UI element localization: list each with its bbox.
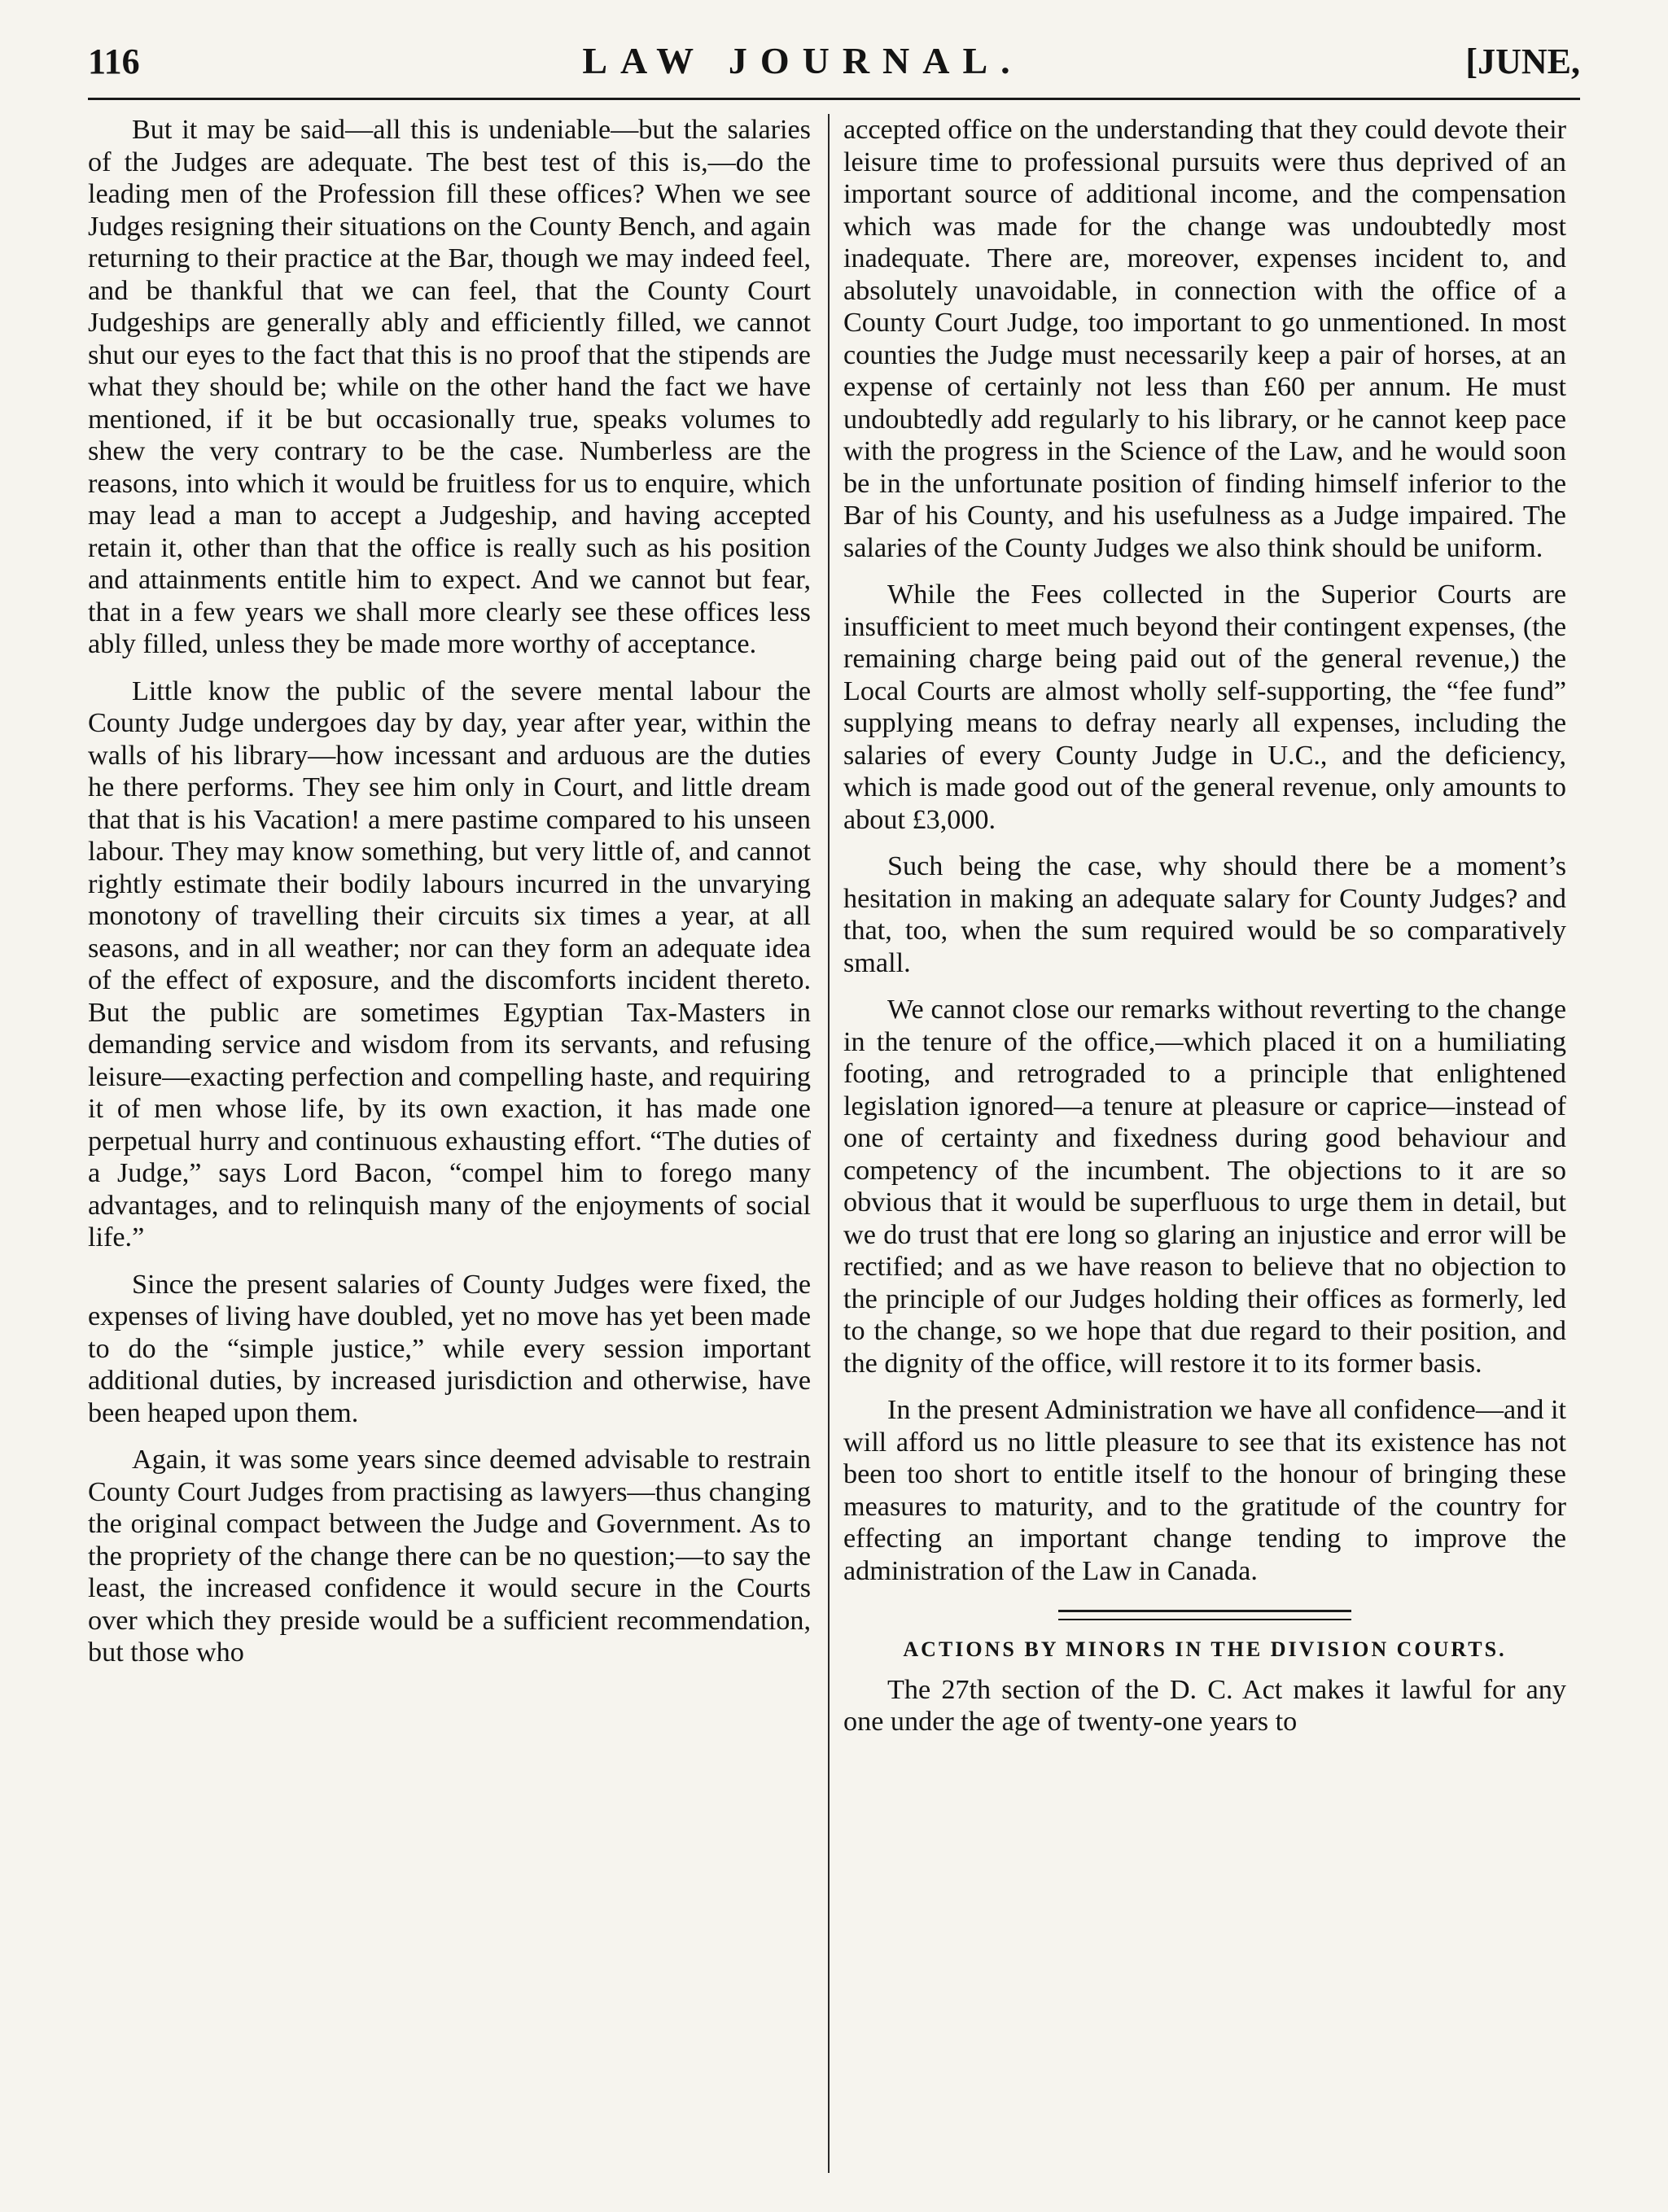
paragraph: The 27th section of the D. C. Act makes it lawful for any one under the age of twenty-one years to [843,1674,1566,1737]
paragraph: Such being the case, why should there be a moment’s hesitation in making an adequate salary for County Judges? and that, too, when the sum required would be so comparatively small. [843,851,1566,978]
paragraph: In the present Administration we have all confidence—and it will afford us no little pleasure to see that its existence has not been too short to entitle itself to the honour of bringing these measures to maturity, and to the gratitude of the country for effecting an important change tending to improve the administration of the Law in Canada. [843,1395,1566,1586]
section-heading: ACTIONS BY MINORS IN THE DIVISION COURTS. [903,1637,1507,1661]
paragraph: We cannot close our remarks without reverting to the change in the tenure of the office,—which placed it on a humiliating footing, and retrograded to a principle that enlightened legislation ignored—a tenure at pleasure or caprice—instead of one of certainty and fixedness during good behaviour and competency of the incumbent. The objections to it are so obvious that it would be superfluous to urge them in detail, but we do trust that ere long so glaring an injustice and error will be rectified; and as we have reason to believe that no objection to the principle of our Judges holding their offices as formerly, led to the change, so we hope that due regard to their position, and the dignity of the office, will restore it to its former basis. [843,995,1566,1379]
issue-month: [JUNE, [1465,42,1580,81]
running-title: LAW JOURNAL. [582,40,1023,81]
paragraph: Again, it was some years since deemed advisable to restrain County Court Judges from practising as lawyers—thus changing the original compact between the Judge and Government. As to the propriety of the change there can be no question;—to say the least, the increased confidence it would secure in the Courts over which they preside would be a sufficient recommendation, but those who [88,1445,811,1668]
paragraph: Little know the public of the severe mental labour the County Judge undergoes day by day, year after year, within the walls of his library—how incessant and arduous are the duties he there performs. They see him only in Court, and little dream that that is his Vacation! a mere pastime compared to his unseen labour. They may know something, but very little of, and cannot rightly estimate their bodily labours incurred in the unvarying monotony of travelling their circuits six times a year, at all seasons, and in all weather; nor can they form an adequate idea of the effect of exposure, and the discomforts incident thereto. But the public are sometimes Egyptian Tax-Masters in demanding service and wisdom from its servants, and refusing leisure—exacting perfection and compelling haste, and requiring it of men whose life, by its own exaction, it has made one perpetual hurry and continuous exhausting effort. “The duties of a Judge,” says Lord Bacon, “compel him to forego many advantages, and to relinquish many of the enjoyments of social life.” [88,675,811,1252]
page-header [88,39,1580,100]
paragraph-continued: accepted office on the understanding that they could devote their leisure time to professional pursuits were thus deprived of an important source of additional income, and the compensation which was made for the change was undoubtedly most inadequate. There are, moreover, expenses incident to, and absolutely unavoidable, in connection with the office of a County Court Judge, too important to go unmentioned. In most counties the Judge must necessarily keep a pair of horses, at an expense of certainly not less than £60 per annum. He must undoubtedly add regularly to his library, or he cannot keep pace with the progress in the Science of the Law, and he would soon be in the unfortunate position of finding himself inferior to the Bar of his County, and his usefulness as a Judge impaired. The salaries of the County Judges we also think should be uniform. [843,115,1566,563]
paragraph: But it may be said—all this is undeniable—but the salaries of the Judges are adequate. The best test of this is,—do the leading men of the Profession fill these offices? When we see Judges resigning their situations on the County Bench, and again returning to their practice at the Bar, though we may indeed feel, and be thankful that we can feel, that the County Court Judgeships are generally ably and efficiently filled, we cannot shut our eyes to the fact that this is no proof that the stipends are what they should be; while on the other hand the fact we have mentioned, if it be but occasionally true, speaks volumes to shew the very contrary to be the case. Numberless are the reasons, into which it would be fruitless for us to enquire, which may lead a man to accept a Judgeship, and having accepted retain it, other than that the office is really such as his position and attainments entitle him to expect. And we cannot but fear, that in a few years we shall more clearly see these offices less ably filled, unless they be made more worthy of acceptance. [88,115,811,659]
paragraph: Since the present salaries of County Judges were fixed, the expenses of living have doubled, yet no move has yet been made to do the “simple justice,” while every session important additional duties, by increased jurisdiction and otherwise, have been heaped upon them. [88,1269,811,1428]
paragraph: While the Fees collected in the Superior Courts are insufficient to meet much beyond their contingent expenses, (the remaining charge being paid out of the general revenue,) the Local Courts are almost wholly self-supporting, the “fee fund” supplying means to defray nearly all expenses, including the salaries of every County Judge in U.C., and the deficiency, which is made good out of the general revenue, only amounts to about £3,000. [843,579,1566,835]
right-column [843,114,1566,2173]
page-number: 116 [88,42,140,81]
section-rule [1058,1610,1351,1620]
column-divider [828,114,830,2173]
left-column [88,114,811,2173]
